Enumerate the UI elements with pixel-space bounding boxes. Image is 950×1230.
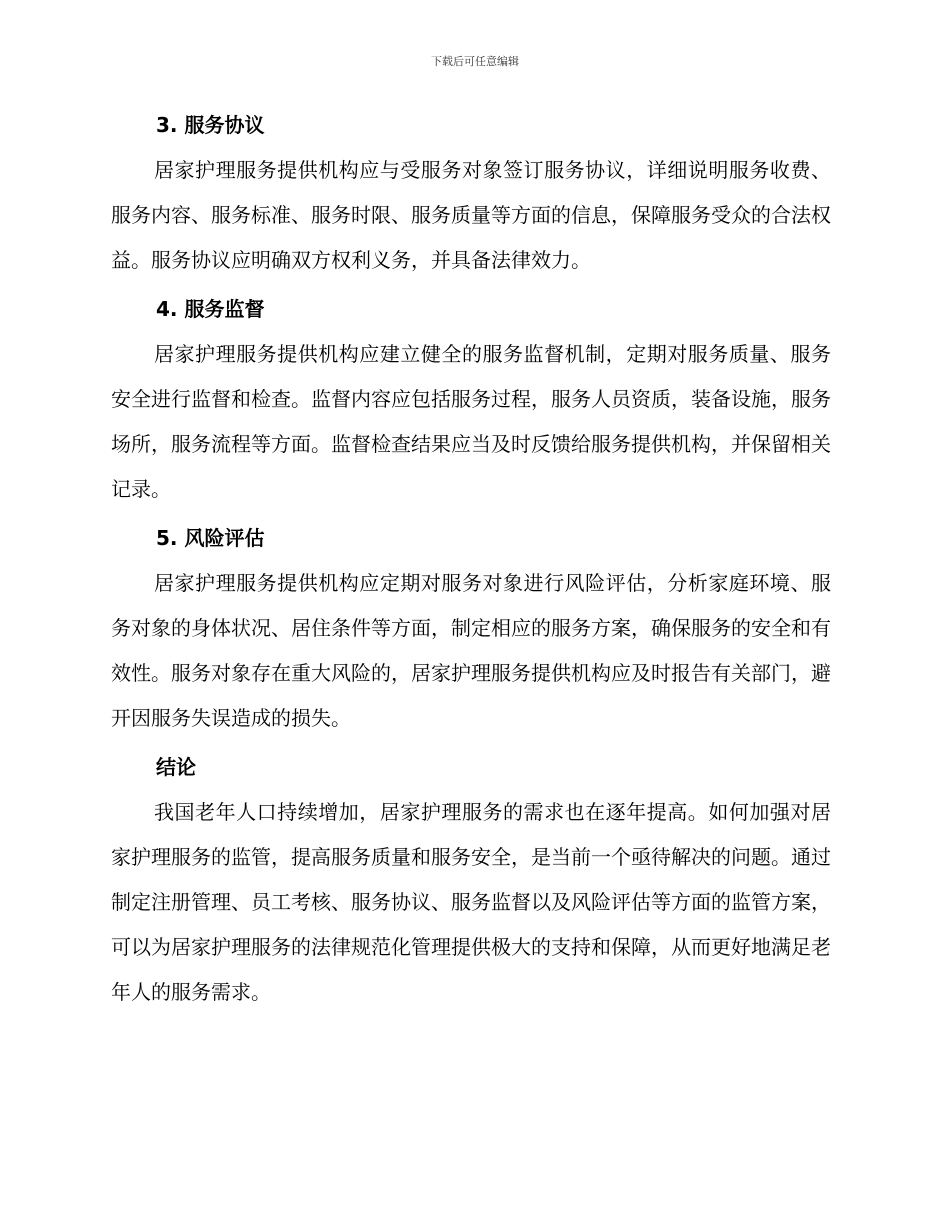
document-body (111, 110, 831, 1015)
page-header-note: 下载后可任意编辑 (431, 55, 519, 68)
section-heading-conclusion: 结论 (156, 755, 196, 779)
section-paragraph-conclusion: 我国老年人口持续增加，居家护理服务的需求也在逐年提高。如何加强对居家护理服务的监管，提高服务质量和服务安全，是当前一个亟待解决的问题。通过制定注册管理、员工考核、服务协议、服务监督以及风险评估等方面的监管方案，可以为居家护理服务的法律规范化管理提供极大的支持和保障，从而更好地满足老年人的服务需求。 (111, 800, 831, 1004)
section-heading-service-supervision: 4. 服务监督 (156, 297, 265, 321)
section-paragraph-risk-assessment: 居家护理服务提供机构应定期对服务对象进行风险评估，分析家庭环境、服务对象的身体状况、居住条件等方面，制定相应的服务方案，确保服务的安全和有效性。服务对象存在重大风险的，居家护理服务提供机构应及时报告有关部门，避开因服务失误造成的损失。 (111, 571, 831, 730)
section-heading-service-agreement: 3. 服务协议 (156, 113, 265, 137)
section-paragraph-service-agreement: 居家护理服务提供机构应与受服务对象签订服务协议，详细说明服务收费、服务内容、服务标准、服务时限、服务质量等方面的信息，保障服务受众的合法权益。服务协议应明确双方权利义务，并具备法律效力。 (111, 158, 831, 272)
section-heading-risk-assessment: 5. 风险评估 (156, 526, 265, 550)
section-paragraph-service-supervision: 居家护理服务提供机构应建立健全的服务监督机制，定期对服务质量、服务安全进行监督和检查。监督内容应包括服务过程，服务人员资质，装备设施，服务场所，服务流程等方面。监督检查结果应当及时反馈给服务提供机构，并保留相关记录。 (111, 342, 831, 501)
